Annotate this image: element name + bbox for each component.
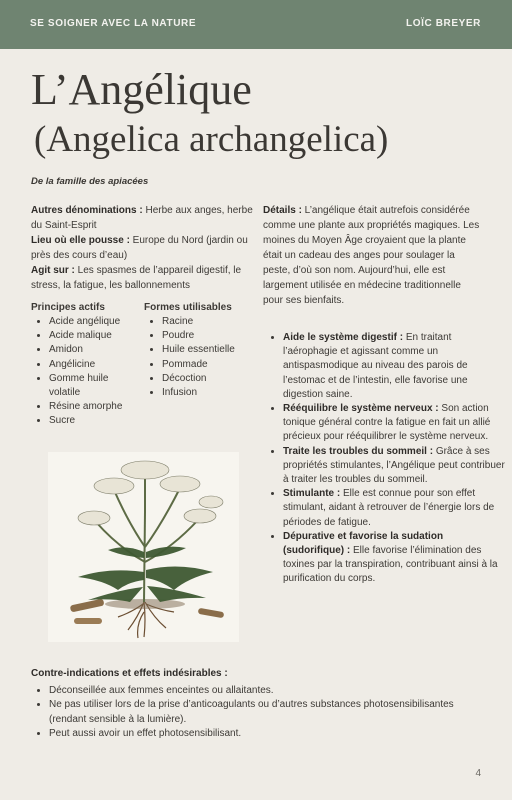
- list-item: • Résine amorphe: [49, 400, 141, 414]
- list-item: • Gomme huile volatile: [49, 372, 141, 400]
- details-text: L’angélique était autrefois considérée comme une plante aux propriétés magiques. Les moines du Moyen Âge croyaient que la plante était un cadeau des anges pour soulager la peste, d’où son nom. Aujourd’hui, elle est largement utilisée en médecine traditionnelle pour ses bienfaits.: [263, 205, 480, 306]
- info-block: [31, 203, 256, 293]
- list-item: • Angélicine: [49, 358, 141, 372]
- list-item: • Rééquilibre le système nerveux : Son action tonique général contre la fatigue en fait un allié précieux pour rééquilibrer le système nerveux.: [283, 402, 505, 445]
- contraindications-list: [31, 684, 491, 742]
- list-item: • Acide malique: [49, 329, 141, 343]
- list-item: • Ne pas utiliser lors de la prise d’anticoagulants ou d’autres substances photosensibilisantes (rendant sensible à la lumière).: [49, 698, 491, 727]
- principes-actifs: [31, 302, 141, 429]
- formes-title: Formes utilisables: [144, 302, 232, 313]
- latin-name: (Angelica archangelica): [34, 119, 389, 160]
- list-item: • Pommade: [162, 358, 254, 372]
- author-name: LOÏC BREYER: [406, 18, 481, 29]
- principes-title: Principes actifs: [31, 302, 105, 313]
- page-title: L’Angélique: [31, 65, 252, 114]
- benefits-list: [265, 331, 505, 587]
- series-title: SE SOIGNER AVEC LA NATURE: [30, 18, 197, 29]
- principes-list: [31, 315, 141, 429]
- list-item: • Racine: [162, 315, 254, 329]
- list-item: • Peut aussi avoir un effet photosensibilisant.: [49, 727, 491, 742]
- list-item: • Sucre: [49, 414, 141, 428]
- info-agit: Agit sur : Les spasmes de l’appareil digestif, le stress, la fatigue, les ballonnements: [31, 265, 242, 291]
- list-item: • Poudre: [162, 329, 254, 343]
- formes-list: [144, 315, 254, 400]
- plant-drawing: [48, 452, 239, 642]
- contraindications: [31, 667, 491, 742]
- list-item: • Dépurative et favorise la sudation (sudorifique) : Elle favorise l’élimination des toxines par la transpiration, contribuant ainsi à la purification du corps.: [283, 530, 505, 587]
- list-item: • Infusion: [162, 386, 254, 400]
- list-item: • Déconseillée aux femmes enceintes ou allaitantes.: [49, 684, 491, 699]
- page-header: [0, 0, 512, 49]
- list-item: • Amidon: [49, 343, 141, 357]
- formes-utilisables: [144, 302, 254, 400]
- list-item: • Acide angélique: [49, 315, 141, 329]
- list-item: • Décoction: [162, 372, 254, 386]
- list-item: • Aide le système digestif : En traitant l’aérophagie et agissant comme un antispasmodique au niveau des parois de l’estomac et de l’intestin, elle favorise une digestion saine.: [283, 331, 505, 402]
- list-item: • Stimulante : Elle est connue pour son effet stimulant, aidant à retrouver de l’énergie lors de périodes de fatigue.: [283, 487, 505, 530]
- details-paragraph: [263, 203, 483, 308]
- list-item: • Traite les troubles du sommeil : Grâce à ses propriétés stimulantes, l’Angélique peut contribuer à traiter les troubles du sommeil.: [283, 445, 505, 488]
- contraindications-title: Contre-indications et effets indésirables :: [31, 668, 228, 679]
- plant-family: De la famille des apiacées: [31, 176, 149, 187]
- details-label: Détails :: [263, 205, 302, 216]
- info-denominations: Autres dénominations : Herbe aux anges, herbe du Saint-Esprit: [31, 205, 253, 231]
- info-lieu: Lieu où elle pousse : Europe du Nord (jardin ou près des cours d’eau): [31, 235, 248, 261]
- list-item: • Huile essentielle: [162, 343, 254, 357]
- page-number: 4: [475, 768, 481, 779]
- angelica-illustration: [48, 452, 239, 642]
